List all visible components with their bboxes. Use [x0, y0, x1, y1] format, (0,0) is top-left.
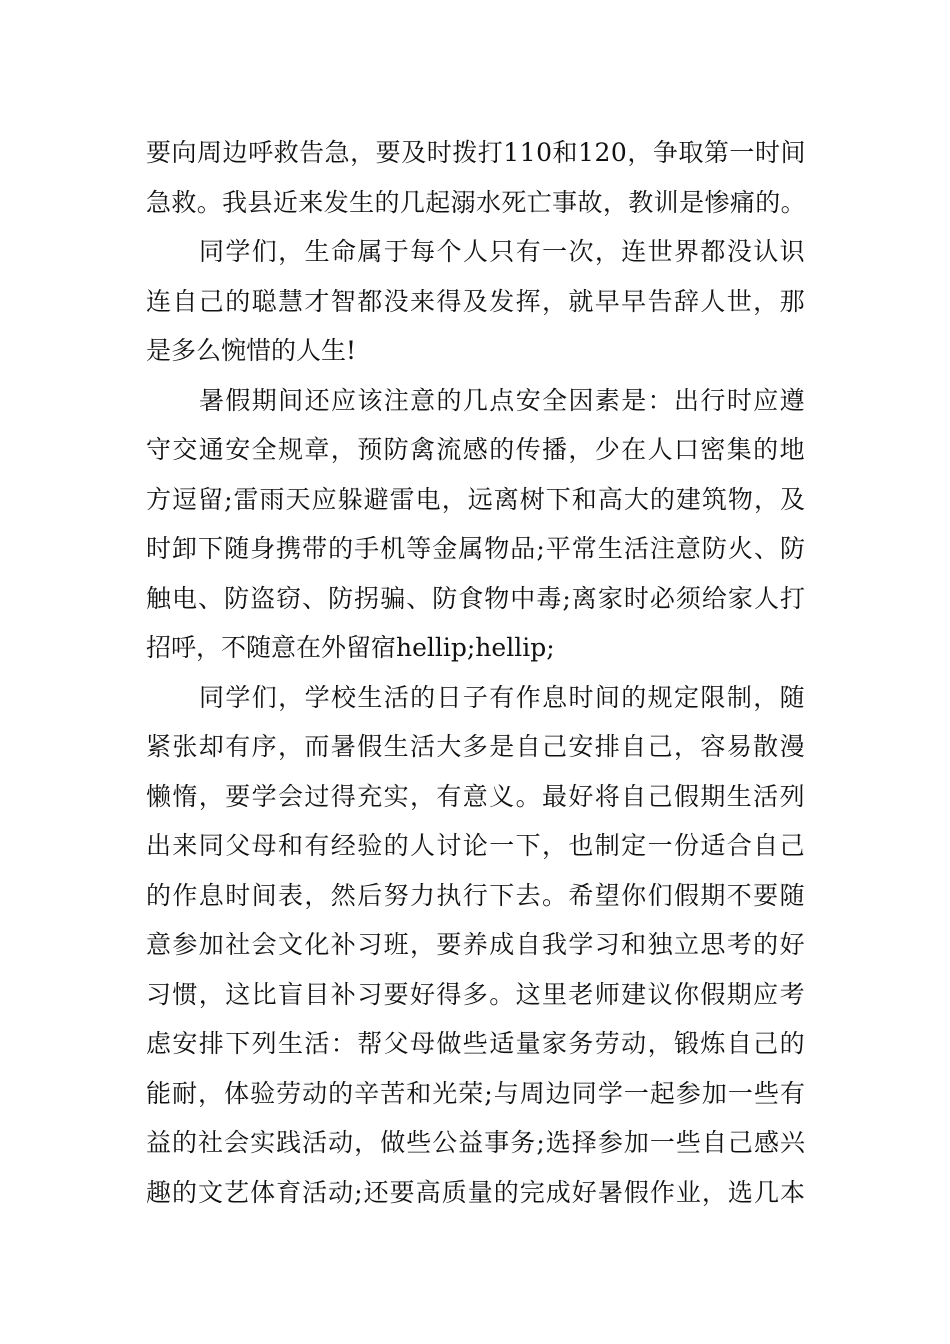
text-line: 虑安排下列生活：帮父母做些适量家务劳动，锻炼自己的	[146, 1029, 806, 1058]
paragraph-first-line: 暑假期间还应该注意的几点安全因素是：出行时应遵	[199, 385, 806, 415]
text-line: 触电、防盗窃、防拐骗、防食物中毒;离家时必须给家人打	[146, 583, 806, 613]
text-line: 要向周边呼救告急，要及时拨打110和120，争取第一时间	[146, 138, 806, 167]
text-line: 招呼，不随意在外留宿hellip;hellip;	[146, 633, 555, 662]
text-line: 方逗留;雷雨天应躲避雷电，远离树下和高大的建筑物，及	[146, 484, 806, 514]
text-line: 是多么惋惜的人生!	[146, 336, 357, 365]
text-line: 连自己的聪慧才智都没来得及发挥，就早早告辞人世，那	[146, 286, 806, 316]
text-line: 守交通安全规章，预防禽流感的传播，少在人口密集的地	[146, 435, 806, 464]
text-line: 时卸下随身携带的手机等金属物品;平常生活注意防火、防	[146, 534, 806, 563]
text-line: 紧张却有序，而暑假生活大多是自己安排自己，容易散漫	[146, 732, 806, 761]
text-line: 的作息时间表，然后努力执行下去。希望你们假期不要随	[146, 880, 806, 910]
text-line: 能耐，体验劳动的辛苦和光荣;与周边同学一起参加一些有	[146, 1078, 806, 1108]
text-line: 益的社会实践活动，做些公益事务;选择参加一些自己感兴	[146, 1128, 806, 1157]
paragraph-first-line: 同学们，学校生活的日子有作息时间的规定限制，随	[199, 682, 806, 712]
text-line: 趣的文艺体育活动;还要高质量的完成好暑假作业，选几本	[146, 1177, 806, 1207]
paragraph-first-line: 同学们，生命属于每个人只有一次，连世界都没认识	[199, 237, 806, 266]
text-line: 习惯，这比盲目补习要好得多。这里老师建议你假期应考	[146, 979, 806, 1009]
document-body	[146, 128, 806, 1217]
text-line: 懒惰，要学会过得充实，有意义。最好将自己假期生活列	[146, 781, 806, 811]
text-line: 出来同父母和有经验的人讨论一下，也制定一份适合自己	[146, 831, 806, 860]
text-line: 意参加社会文化补习班，要养成自我学习和独立思考的好	[146, 930, 806, 959]
text-line: 急救。我县近来发生的几起溺水死亡事故，教训是惨痛的。	[146, 187, 806, 217]
